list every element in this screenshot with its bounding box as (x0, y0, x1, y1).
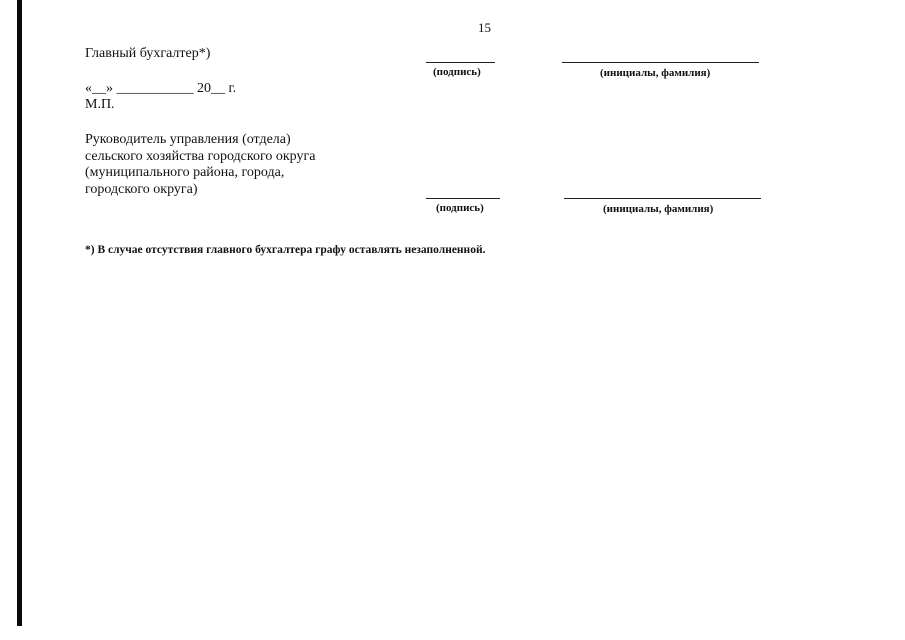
head-title-line: (муниципального района, города, (85, 165, 285, 180)
page-number: 15 (478, 20, 491, 35)
head-name-caption: (инициалы, фамилия) (603, 203, 714, 215)
head-title-line: Руководитель управления (отдела) (85, 132, 291, 147)
stamp-place: М.П. (85, 97, 115, 112)
head-name-line (564, 198, 761, 199)
binding-margin-bar (17, 0, 22, 626)
head-signature-line (426, 198, 500, 199)
chief-accountant-title: Главный бухгалтер*) (85, 46, 211, 61)
chief-accountant-signature-line (426, 62, 495, 63)
date-line: «__» ___________ 20__ г. (85, 81, 237, 96)
head-title-line: сельского хозяйства городского округа (85, 148, 316, 164)
head-of-department-title (85, 132, 315, 198)
chief-accountant-name-caption: (инициалы, фамилия) (600, 67, 711, 79)
head-title-line: городского округа) (85, 181, 198, 197)
head-signature-caption: (подпись) (436, 202, 484, 214)
chief-accountant-signature-caption: (подпись) (433, 66, 481, 78)
footnote: *) В случае отсутствия главного бухгалтера графу оставлять незаполненной. (85, 244, 486, 256)
chief-accountant-name-line (562, 62, 759, 63)
